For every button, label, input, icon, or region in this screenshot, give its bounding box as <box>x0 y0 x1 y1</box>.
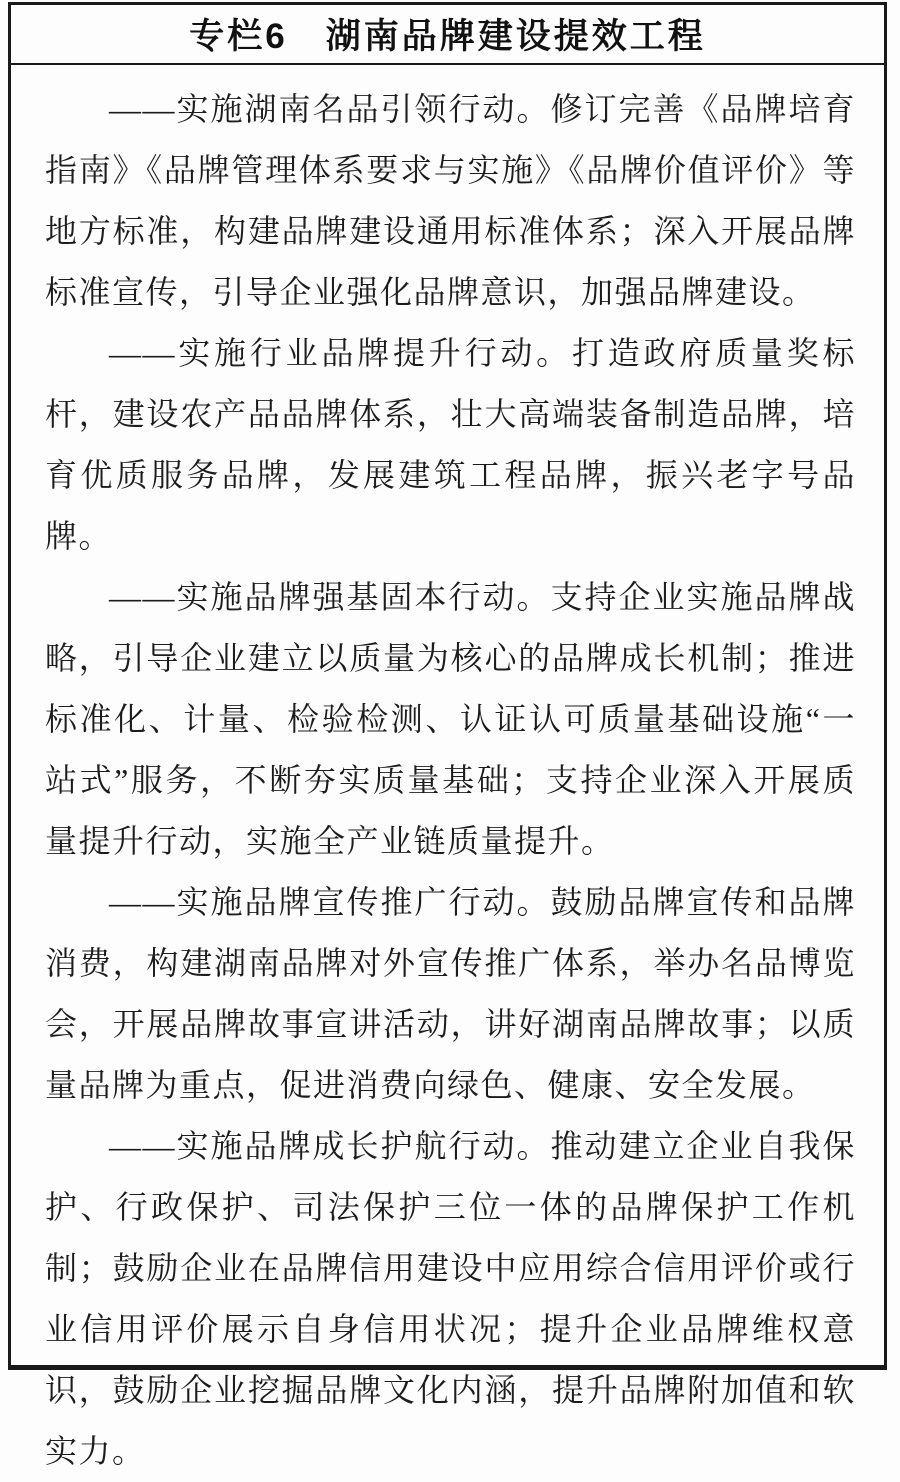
paragraph-industry-brand: ——实施行业品牌提升行动。打造政府质量奖标杆，建设农产品品牌体系，壮大高端装备制造品牌，培育优质服务品牌，发展建筑工程品牌，振兴老字号品牌。 <box>45 335 856 554</box>
box-title: 专栏6 湖南品牌建设提效工程 <box>11 5 884 65</box>
paragraph-brand-protection: ——实施品牌成长护航行动。推动建立企业自我保护、行政保护、司法保护三位一体的品牌保护工作机制；鼓励企业在品牌信用建设中应用综合信用评价或行业信用评价展示自身信用状况；提升企业品牌维权意识，鼓励企业挖掘品牌文化内涵，提升品牌附加值和软实力。 <box>45 1128 856 1469</box>
column-box <box>8 2 887 1469</box>
paragraph-brand-promotion: ——实施品牌宣传推广行动。鼓励品牌宣传和品牌消费，构建湖南品牌对外宣传推广体系，举办名品博览会，开展品牌故事宣讲活动，讲好湖南品牌故事；以质量品牌为重点，促进消费向绿色、健康、安全发展。 <box>45 884 856 1103</box>
paragraph-brand-foundation: ——实施品牌强基固本行动。支持企业实施品牌战略，引导企业建立以质量为核心的品牌成长机制；推进标准化、计量、检验检测、认证认可质量基础设施“一站式”服务，不断夯实质量基础；支持企业深入开展质量提升行动，实施全产业链质量提升。 <box>45 579 856 859</box>
box-body <box>11 65 884 1482</box>
paragraph-brand-leading: ——实施湖南名品引领行动。修订完善《品牌培育指南》《品牌管理体系要求与实施》《品牌价值评价》等地方标准，构建品牌建设通用标准体系；深入开展品牌标准宣传，引导企业强化品牌意识，加强品牌建设。 <box>45 91 856 310</box>
